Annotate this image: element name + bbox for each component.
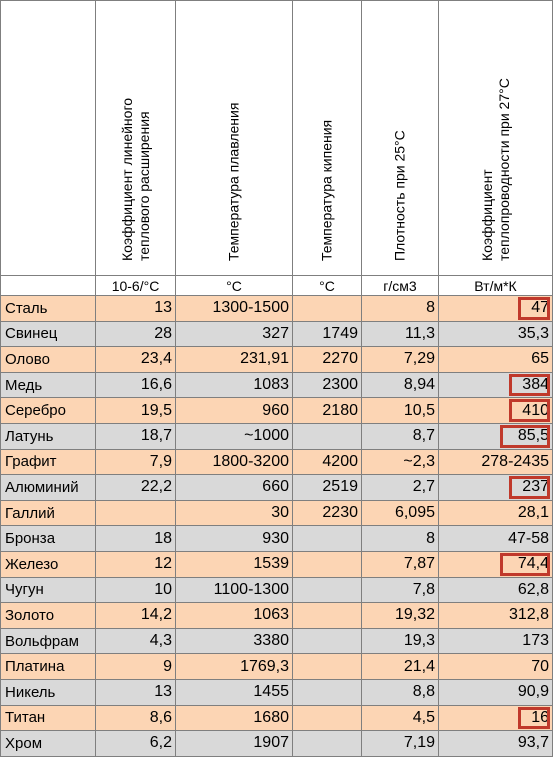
unit-cell: г/см3 [362,276,439,296]
table-row [1,603,553,629]
header-cell-expansion [96,1,176,276]
cell-melting[interactable]: 1680 [176,705,293,731]
cell-expansion[interactable]: 23,4 [96,347,176,373]
cell-boiling[interactable]: 2300 [293,372,362,398]
cell-melting[interactable]: 1769,3 [176,654,293,680]
cell-melting[interactable]: 231,91 [176,347,293,373]
cell-boiling[interactable] [293,603,362,629]
cell-boiling[interactable] [293,551,362,577]
cell-conductivity[interactable]: 278-2435 [439,449,553,475]
cell-density[interactable]: 8,94 [362,372,439,398]
table-row [1,551,553,577]
cell-conductivity[interactable]: 237 [439,475,553,501]
cell-density[interactable]: 7,19 [362,731,439,757]
cell-density[interactable]: 2,7 [362,475,439,501]
cell-conductivity[interactable]: 47 [439,296,553,322]
cell-melting[interactable]: 660 [176,475,293,501]
cell-name[interactable]: Платина [1,654,96,680]
cell-melting[interactable]: 1083 [176,372,293,398]
unit-cell: °С [176,276,293,296]
cell-density[interactable]: 19,32 [362,603,439,629]
cell-melting[interactable]: 327 [176,321,293,347]
header-text: Температура плавления [225,102,242,261]
cell-name[interactable]: Железо [1,551,96,577]
cell-name[interactable]: Бронза [1,526,96,552]
cell-expansion[interactable]: 14,2 [96,603,176,629]
cell-boiling[interactable]: 1749 [293,321,362,347]
cell-density[interactable]: 4,5 [362,705,439,731]
cell-expansion[interactable]: 12 [96,551,176,577]
header-cell-boiling [293,1,362,276]
table-row [1,398,553,424]
table-row [1,347,553,373]
table-row [1,423,553,449]
cell-expansion[interactable]: 18,7 [96,423,176,449]
cell-melting[interactable]: 1539 [176,551,293,577]
cell-boiling[interactable]: 2180 [293,398,362,424]
cell-melting[interactable]: 960 [176,398,293,424]
highlight-box [500,425,550,448]
cell-density[interactable]: 21,4 [362,654,439,680]
cell-conductivity[interactable]: 28,1 [439,500,553,526]
table-row [1,679,553,705]
cell-boiling[interactable] [293,526,362,552]
cell-conductivity[interactable]: 62,8 [439,577,553,603]
cell-expansion[interactable]: 4,3 [96,628,176,654]
cell-name[interactable]: Золото [1,603,96,629]
unit-cell [1,276,96,296]
table-row [1,449,553,475]
header-cell-name [1,1,96,276]
cell-name[interactable]: Латунь [1,423,96,449]
cell-boiling[interactable] [293,731,362,757]
cell-melting[interactable]: 1063 [176,603,293,629]
cell-expansion[interactable]: 18 [96,526,176,552]
cell-expansion[interactable]: 13 [96,296,176,322]
cell-name[interactable]: Титан [1,705,96,731]
cell-density[interactable]: 8,8 [362,679,439,705]
header-text: Температура кипения [318,119,335,261]
cell-conductivity[interactable]: 74,4 [439,551,553,577]
cell-name[interactable]: Чугун [1,577,96,603]
cell-name[interactable]: Сталь [1,296,96,322]
table-row [1,654,553,680]
cell-conductivity[interactable]: 16 [439,705,553,731]
cell-melting[interactable]: 930 [176,526,293,552]
table-row [1,628,553,654]
cell-name[interactable]: Графит [1,449,96,475]
cell-conductivity[interactable]: 384 [439,372,553,398]
cell-expansion[interactable]: 9 [96,654,176,680]
cell-density[interactable]: 8 [362,526,439,552]
cell-boiling[interactable] [293,705,362,731]
header-text: Плотность при 25°С [391,130,408,261]
cell-melting[interactable]: ~1000 [176,423,293,449]
cell-density[interactable]: 8 [362,296,439,322]
highlight-box [509,476,550,499]
cell-melting[interactable]: 1300-1500 [176,296,293,322]
cell-melting[interactable]: 1100-1300 [176,577,293,603]
cell-density[interactable]: 19,3 [362,628,439,654]
cell-boiling[interactable] [293,654,362,680]
table-row [1,500,553,526]
cell-expansion[interactable]: 6,2 [96,731,176,757]
cell-density[interactable]: 8,7 [362,423,439,449]
cell-conductivity[interactable]: 410 [439,398,553,424]
header-row [1,1,553,276]
cell-name[interactable]: Олово [1,347,96,373]
cell-boiling[interactable]: 2230 [293,500,362,526]
cell-name[interactable]: Хром [1,731,96,757]
cell-name[interactable]: Алюминий [1,475,96,501]
cell-name[interactable]: Никель [1,679,96,705]
cell-boiling[interactable] [293,577,362,603]
header-text: Коэффициент [478,169,495,261]
table-row [1,321,553,347]
cell-name[interactable]: Галлий [1,500,96,526]
cell-conductivity[interactable]: 312,8 [439,603,553,629]
units-row [1,276,553,296]
cell-expansion[interactable]: 19,5 [96,398,176,424]
cell-density[interactable]: ~2,3 [362,449,439,475]
cell-conductivity[interactable]: 173 [439,628,553,654]
cell-expansion[interactable] [96,500,176,526]
header-text: теплового расширения [135,111,152,261]
header-text: Коэффициент линейного [118,97,135,261]
highlight-box [509,374,550,397]
cell-name[interactable]: Медь [1,372,96,398]
cell-conductivity[interactable]: 70 [439,654,553,680]
cell-boiling[interactable]: 2519 [293,475,362,501]
table-body [1,296,553,757]
cell-density[interactable]: 10,5 [362,398,439,424]
cell-name[interactable]: Вольфрам [1,628,96,654]
table-row [1,705,553,731]
header-text: теплопроводности при 27°С [495,78,512,261]
cell-boiling[interactable] [293,296,362,322]
cell-melting[interactable]: 30 [176,500,293,526]
table-row [1,372,553,398]
cell-conductivity[interactable]: 90,9 [439,679,553,705]
unit-cell: Вт/м*К [439,276,553,296]
cell-conductivity[interactable]: 85,5 [439,423,553,449]
cell-name[interactable]: Свинец [1,321,96,347]
table-row [1,731,553,757]
cell-boiling[interactable]: 4200 [293,449,362,475]
table-row [1,577,553,603]
cell-melting[interactable]: 1907 [176,731,293,757]
cell-conductivity[interactable]: 93,7 [439,731,553,757]
cell-boiling[interactable] [293,628,362,654]
cell-boiling[interactable]: 2270 [293,347,362,373]
highlight-box [509,399,550,422]
cell-expansion[interactable]: 13 [96,679,176,705]
cell-name[interactable]: Серебро [1,398,96,424]
header-cell-conductivity [439,1,553,276]
cell-melting[interactable]: 1800-3200 [176,449,293,475]
highlight-box [518,297,550,320]
cell-melting[interactable]: 3380 [176,628,293,654]
header-cell-melting [176,1,293,276]
cell-density[interactable]: 7,87 [362,551,439,577]
cell-melting[interactable]: 1455 [176,679,293,705]
unit-cell: °С [293,276,362,296]
cell-expansion[interactable]: 22,2 [96,475,176,501]
unit-cell: 10-6/°С [96,276,176,296]
cell-expansion[interactable]: 16,6 [96,372,176,398]
table-row [1,526,553,552]
cell-expansion[interactable]: 8,6 [96,705,176,731]
cell-boiling[interactable] [293,679,362,705]
table-row [1,475,553,501]
cell-boiling[interactable] [293,423,362,449]
cell-density[interactable]: 7,8 [362,577,439,603]
cell-density[interactable]: 11,3 [362,321,439,347]
cell-expansion[interactable]: 7,9 [96,449,176,475]
cell-conductivity[interactable]: 65 [439,347,553,373]
cell-density[interactable]: 6,095 [362,500,439,526]
highlight-box [518,707,550,730]
cell-density[interactable]: 7,29 [362,347,439,373]
cell-conductivity[interactable]: 47-58 [439,526,553,552]
table-row [1,296,553,322]
cell-conductivity[interactable]: 35,3 [439,321,553,347]
cell-expansion[interactable]: 10 [96,577,176,603]
header-cell-density [362,1,439,276]
highlight-box [500,553,550,576]
cell-expansion[interactable]: 28 [96,321,176,347]
